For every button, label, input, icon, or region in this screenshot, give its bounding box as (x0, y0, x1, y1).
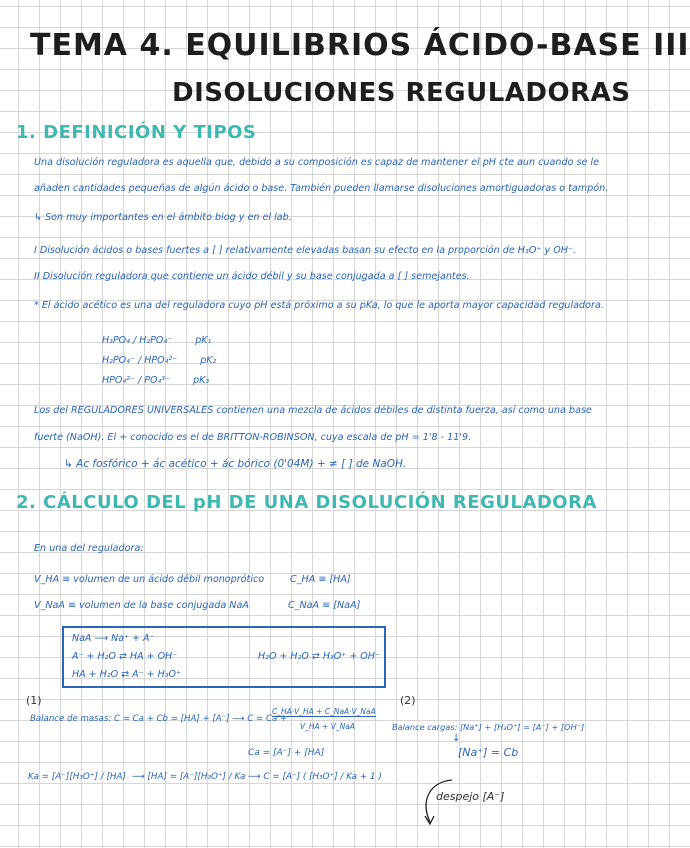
ka-equation: Ka = [A⁻][H₃O⁺] / [HA] (28, 772, 126, 782)
var-def-2: V_NaA ≡ volumen de la base conjugada NaA (34, 600, 249, 611)
label-1: (1) (26, 694, 42, 707)
definition-line-2: añaden cantidades pequeñas de algún ácido o base. También pueden llamarse disoluciones amortiguadoras o tampón. (34, 183, 609, 194)
definition-line-1: Una disolución reguladora es aquella que, debido a su composición es capaz de mantener el pH cte aun cuando se le (34, 157, 599, 168)
label-2: (2) (400, 694, 416, 707)
var-conc-2: C_NaA ≡ [NaA] (288, 600, 361, 611)
mass-balance: Balance de masas: C = Ca + Cb = [HA] + [A⁻] ⟶ C = Ca + (30, 714, 288, 724)
section2-heading: 2. CÁLCULO DEL pH DE UNA DISOLUCIÓN REGULADORA (16, 492, 597, 513)
pair-1 (102, 332, 211, 350)
mass-fraction-numerator: C_HA·V_HA + C_NaA·V_NaA (272, 707, 376, 716)
pair-3 (102, 372, 209, 390)
pair-1-formula: H₃PO₄ / H₂PO₄⁻ (102, 335, 173, 346)
type-2-line: II Disolución reguladora que contiene un ácido débil y su base conjugada a [ ] semejantes. (34, 271, 470, 282)
box-eq-1: NaA ⟶ Na⁺ + A⁻ (72, 633, 155, 644)
page-title: TEMA 4. EQUILIBRIOS ÁCIDO-BASE III (30, 28, 690, 63)
box-eq-4: H₂O + H₂O ⇄ H₃O⁺ + OH⁻ (258, 651, 380, 662)
c-equation: ⟶ C = [A⁻] ( [H₃O⁺] / Ka + 1 ) (248, 772, 382, 782)
universal-line-1: Los del REGULADORES UNIVERSALES contienen una mezcla de ácidos débiles de distinta fuerza, así como una base (34, 405, 592, 416)
charge-result: [Na⁺] = Cb (458, 746, 519, 759)
box-eq-2: A⁻ + H₂O ⇄ HA + OH⁻ (72, 651, 178, 662)
var-def-1: V_HA ≡ volumen de un ácido débil monoprótico (34, 574, 265, 585)
down-arrow-icon: ↓ (452, 733, 461, 744)
page-subtitle: DISOLUCIONES REGULADORAS (172, 78, 631, 108)
ca-equation: Ca = [A⁻] + [HA] (248, 748, 325, 758)
box-eq-3: HA + H₂O ⇄ A⁻ + H₃O⁺ (72, 669, 182, 680)
pair-3-pk: pK₃ (193, 375, 210, 386)
section2-intro: En una del reguladora: (34, 543, 144, 554)
type-1-line: I Disolución ácidos o bases fuertes a [ ] relativamente elevadas basan su efecto en la proporción de H₃O⁺ y OH⁻. (34, 245, 577, 256)
charge-balance: Balance cargas: [Na⁺] + [H₃O⁺] = [A⁻] + [OH⁻] (392, 722, 585, 732)
note-line: ↳ Son muy importantes en el ámbito biog y en el lab. (34, 212, 292, 223)
pair-3-formula: HPO₄²⁻ / PO₄³⁻ (102, 375, 171, 386)
despejo-note: despejo [A⁻] (436, 790, 505, 803)
pair-2 (102, 352, 216, 370)
section1-heading: 1. DEFINICIÓN Y TIPOS (16, 122, 257, 143)
universal-line-2: fuerte (NaOH). El + conocido es el de BRITTON-ROBINSON, cuya escala de pH = 1'8 - 11'9. (34, 432, 472, 443)
ha-equation: ⟶ [HA] = [A⁻][H₃O⁺] / Ka (132, 772, 246, 782)
mass-fraction-denominator: V_HA + V_NaA (300, 722, 355, 731)
star-note-line: * El ácido acético es una del reguladora cuyo pH está próximo a su pKa, lo que le aporta mayor capacidad reguladora. (34, 300, 604, 311)
curved-arrow-icon (412, 772, 462, 832)
universal-line-3: ↳ Ac fosfórico + ác acético + ác bórico (0'04M) + ≠ [ ] de NaOH. (64, 458, 407, 470)
pair-2-formula: H₂PO₄⁻ / HPO₄²⁻ (102, 355, 178, 366)
var-conc-1: C_HA ≡ [HA] (290, 574, 351, 585)
pair-2-pk: pK₂ (200, 355, 217, 366)
pair-1-pk: pK₁ (195, 335, 212, 346)
